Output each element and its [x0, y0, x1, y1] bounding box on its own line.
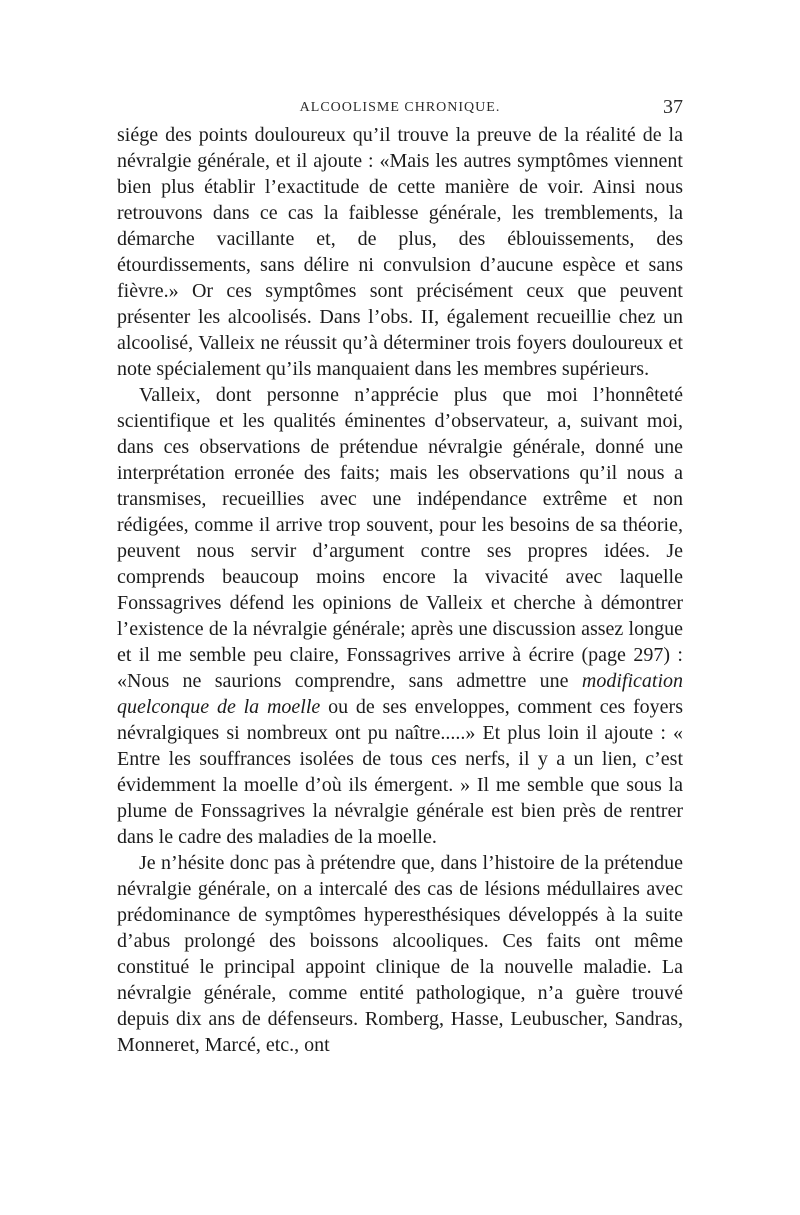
paragraph-2-text-before: Valleix, dont personne n’apprécie plus que moi l’honnêteté scientifique et les qualités éminentes d’observateur, a, suivant moi, dans ces observations de prétendue névralgie générale, donné une interprétation erronée des faits; mais les observations qu’il nous a transmises, recueillies avec une indépendance extrême et non rédigées, comme il arrive trop souvent, pour les besoins de sa théorie, peuvent nous servir d’argument contre ses propres idées. Je comprends beaucoup moins encore la vivacité avec laquelle Fonssagrives défend les opinions de Valleix et cherche à démontrer l’existence de la névralgie générale; après une discussion assez longue et il me semble peu claire, Fonssagrives arrive à écrire (page 297) : «Nous ne saurions comprendre, sans admettre une — [117, 384, 683, 692]
page-number: 37 — [663, 96, 683, 118]
paragraph-1-text: siége des points douloureux qu’il trouve la preuve de la réalité de la névralgie générale, et il ajoute : «Mais les autres symptômes viennent bien plus établir l’exactitude de cette manière de voir. Ainsi nous retrouvons dans ce cas la faiblesse générale, les tremblements, la démarche vacillante et, de plus, des éblouissements, des étourdissements, sans délire ni convulsion d’aucune espèce et sans fièvre.» Or ces symptômes sont précisément ceux que peuvent présenter les alcoolisés. Dans l’obs. II, également recueillie chez un alcoolisé, Valleix ne réussit qu’à déterminer trois foyers douloureux et note spécialement qu’ils manquaient dans les membres supérieurs. — [117, 124, 683, 380]
paragraph-2-text-after: ou de ses enveloppes, comment ces foyers névralgiques si nombreux ont pu naître.....» Et plus loin il ajoute : « Entre les souffrances isolées de tous ces nerfs, il y a un lien, c’est évidemment la moelle d’où ils émergent. » Il me semble que sous la plume de Fonssagrives la névralgie générale est bien près de rentrer dans le cadre des maladies de la moelle. — [117, 696, 683, 848]
body-text — [117, 122, 683, 1058]
paragraph-2-emphasis: modification quelconque de la moelle — [117, 670, 683, 718]
paragraph-1 — [117, 122, 683, 382]
paragraph-3-text: Je n’hésite donc pas à prétendre que, dans l’histoire de la prétendue névralgie générale, on a intercalé des cas de lésions médullaires avec prédominance de symptômes hyperesthésiques développés à la suite d’abus prolongé des boissons alcooliques. Ces faits ont même constitué le principal appoint clinique de la nouvelle maladie. La névralgie générale, comme entité pathologique, n’a guère trouvé depuis dix ans de défenseurs. Romberg, Hasse, Leubuscher, Sandras, Monneret, Marcé, etc., ont — [117, 852, 683, 1056]
paragraph-3 — [117, 850, 683, 1058]
page-header — [117, 96, 683, 122]
running-title: ALCOOLISME CHRONIQUE. — [299, 100, 501, 115]
paragraph-2 — [117, 382, 683, 850]
